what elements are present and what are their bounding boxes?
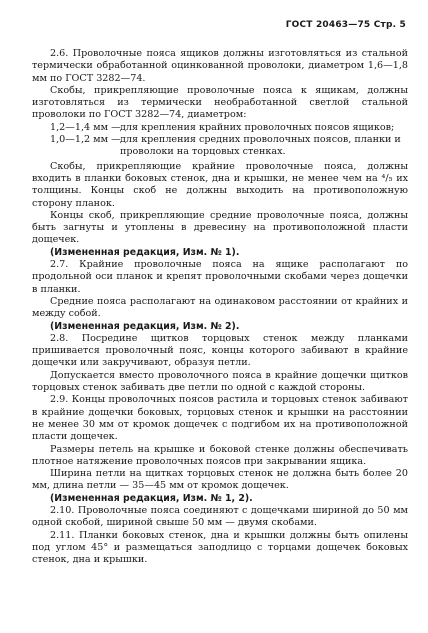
paragraph: Средние пояса располагают на одинаковом расстоянии от крайних и между собой. bbox=[32, 295, 408, 320]
list-item bbox=[32, 134, 408, 159]
paragraph: 2.9. Концы проволочных поясов растила и торцовых стенок забивают в крайние дощечки боковых, торцовых стенок и крышки на расстоянии не менее 30 мм от кромок дощечек с подгибом их на противоположной пласти дощечек. bbox=[32, 394, 408, 443]
amendment-note: (Измененная редакция, Изм. № 2). bbox=[50, 320, 240, 332]
list-item-text: для крепления крайних проволочных поясов ящиков; bbox=[120, 121, 395, 133]
paragraph: Скобы, прикрепляющие проволочные пояса к ящикам, должны изготовляться из термически необработанной светлой стальной проволоки по ГОСТ 3282—74, диаметром: bbox=[32, 84, 408, 121]
paragraph: Допускается вместо проволочного пояса в крайние дощечки щитков торцовых стенок забивать две петли по одной с каждой стороны. bbox=[32, 369, 408, 394]
paragraph: Ширина петли на щитках торцовых стенок не должна быть более 20 мм, длина петли — 35—45 мм от кромок дощечек. bbox=[32, 468, 408, 492]
document-body bbox=[32, 48, 408, 566]
paragraph: 2.6. Проволочные пояса ящиков должны изготовляться из стальной термически обработанной оцинкованной проволоки, диаметром 1,6—1,8 мм по ГОСТ 3282—74. bbox=[32, 48, 408, 84]
paragraph: Скобы, прикрепляющие крайние проволочные пояса, должны входить в планки боковых стенок, дна и крышки, не менее чем на ⁴/₅ их толщины. Концы скоб не должны выходить на противоположную сторону планок. bbox=[32, 160, 408, 209]
list-item-range: 1,0—1,2 мм — bbox=[50, 134, 121, 146]
paragraph: 2.11. Планки боковых стенок, дна и крышки должны быть опилены под углом 45° и размещаться заподлицо с торцами дощечек боковых стенок, дна и крышки. bbox=[32, 529, 408, 566]
page-header: ГОСТ 20463—75 Стр. 5 bbox=[285, 20, 406, 30]
amendment-note: (Измененная редакция, Изм. № 1). bbox=[50, 246, 240, 258]
paragraph: Концы скоб, прикрепляющие средние проволочные пояса, должны быть загнуты и утоплены в древесину на противоположной пласти дощечек. bbox=[32, 209, 408, 246]
amendment-note: (Измененная редакция, Изм. № 1, 2). bbox=[50, 492, 253, 504]
paragraph: 2.7. Крайние проволочные пояса на ящике располагают по продольной оси планок и крепят проволочными скобами через дощечки в планки. bbox=[32, 259, 408, 295]
paragraph: 2.10. Проволочные пояса соединяют с дощечками шириной до 50 мм одной скобой, шириной свыше 50 мм — двумя скобами. bbox=[32, 504, 408, 529]
list-item-text: для крепления средних проволочных поясов, планки и проволоки на торцовых стенках. bbox=[120, 134, 401, 158]
paragraph: 2.8. Посредине щитков торцовых стенок между планками пришивается проволочный пояс, концы которого забивают в крайние дощечки или закручивают, образуя петли. bbox=[32, 332, 408, 369]
list-item-range: 1,2—1,4 мм — bbox=[50, 121, 121, 133]
list-item bbox=[32, 122, 408, 134]
paragraph: Размеры петель на крышке и боковой стенке должны обеспечивать плотное натяжение проволочных поясов при закрывании ящика. bbox=[32, 443, 408, 467]
